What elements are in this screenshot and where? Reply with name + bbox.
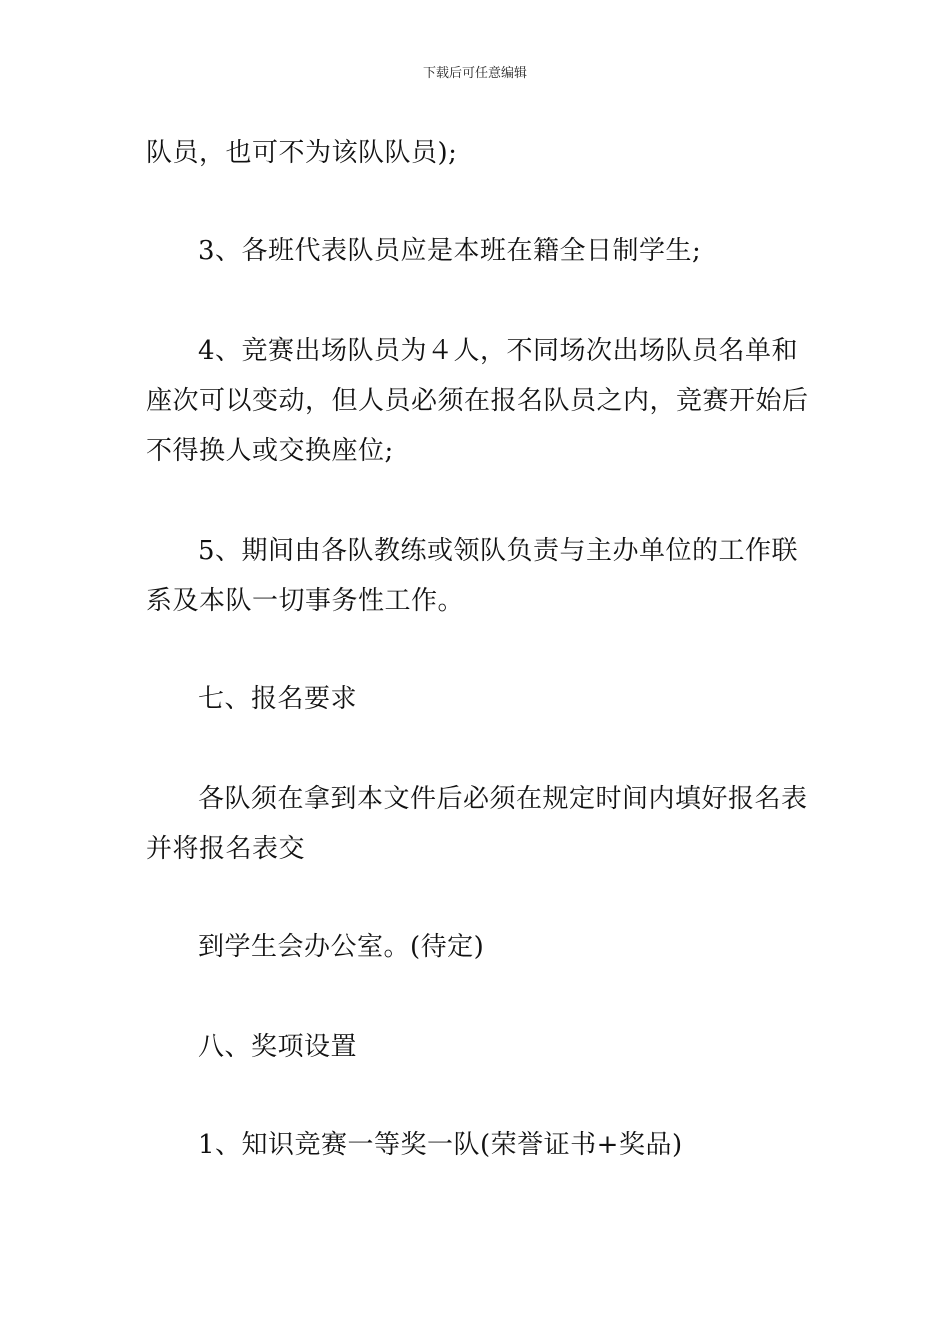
paragraph-item-5: 5、期间由各队教练或领队负责与主办单位的工作联系及本队一切事务性工作。	[146, 536, 799, 616]
page-header: 下载后可任意编辑	[422, 66, 527, 81]
paragraph-block-registration	[146, 774, 810, 874]
paragraph-block-4	[146, 326, 810, 476]
section-heading-registration: 七、报名要求	[198, 684, 358, 714]
paragraph-block-3	[146, 226, 810, 276]
paragraph-block-5	[146, 526, 810, 626]
paragraph-item-3: 3、各班代表队员应是本班在籍全日制学生;	[198, 236, 702, 266]
paragraph-block-award-1	[146, 1120, 810, 1170]
paragraph-award-first-prize: 1、知识竞赛一等奖一队(荣誉证书+奖品)	[198, 1130, 683, 1160]
paragraph-item-4: 4、竞赛出场队员为４人，不同场次出场队员名单和座次可以变动，但人员必须在报名队员之内，竞赛开始后不得换人或交换座位;	[146, 336, 809, 466]
section-heading-block-8	[146, 1022, 810, 1072]
document-body	[146, 128, 810, 178]
paragraph-continuation: 队员，也可不为该队队员);	[146, 138, 458, 168]
section-heading-awards: 八、奖项设置	[198, 1032, 358, 1062]
paragraph-block-registration-cont	[146, 922, 810, 972]
paragraph-registration-location: 到学生会办公室。(待定)	[198, 932, 485, 962]
section-heading-block-7	[146, 674, 810, 724]
paragraph-registration-text: 各队须在拿到本文件后必须在规定时间内填好报名表并将报名表交	[146, 784, 808, 864]
